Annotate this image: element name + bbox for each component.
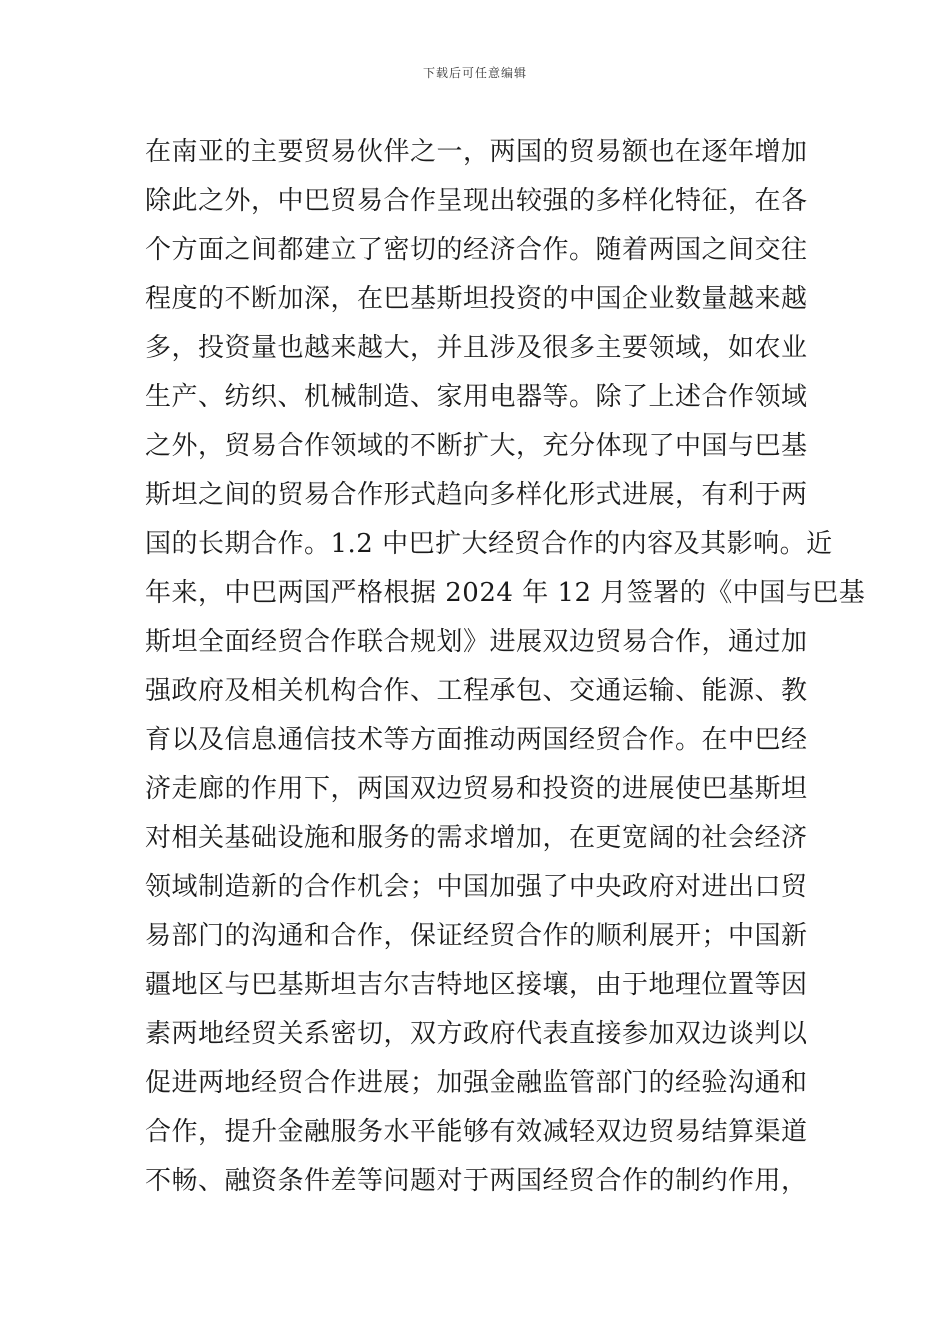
text-line: 斯坦之间的贸易合作形式趋向多样化形式进展，有利于两 [145,480,808,510]
text-line: 济走廊的作用下，两国双边贸易和投资的进展使巴基斯坦 [145,774,808,804]
text-line: 对相关基础设施和服务的需求增加，在更宽阔的社会经济 [145,823,808,853]
text-line: 疆地区与巴基斯坦吉尔吉特地区接壤，由于地理位置等因 [145,970,808,1000]
body-text [145,128,866,1206]
text-line: 育以及信息通信技术等方面推动两国经贸合作。在中巴经 [145,725,808,755]
text-line: 程度的不断加深，在巴基斯坦投资的中国企业数量越来越 [145,284,808,314]
text-line: 易部门的沟通和合作，保证经贸合作的顺利展开；中国新 [145,921,808,951]
text-line: 多，投资量也越来越大，并且涉及很多主要领域，如农业 [145,333,808,363]
text-line: 领域制造新的合作机会；中国加强了中央政府对进出口贸 [145,872,808,902]
text-line: 斯坦全面经贸合作联合规划》进展双边贸易合作，通过加 [145,627,808,657]
text-line: 除此之外，中巴贸易合作呈现出较强的多样化特征，在各 [145,186,808,216]
text-line: 生产、纺织、机械制造、家用电器等。除了上述合作领域 [145,382,808,412]
text-line: 合作，提升金融服务水平能够有效减轻双边贸易结算渠道 [145,1117,808,1147]
text-line: 年来，中巴两国严格根据 2024 年 12 月签署的《中国与巴基 [145,578,866,608]
text-line: 不畅、融资条件差等问题对于两国经贸合作的制约作用， [145,1166,808,1196]
text-line: 促进两地经贸合作进展；加强金融监管部门的经验沟通和 [145,1068,808,1098]
text-line: 个方面之间都建立了密切的经济合作。随着两国之间交往 [145,235,808,265]
text-line: 之外，贸易合作领域的不断扩大，充分体现了中国与巴基 [145,431,808,461]
page-header: 下载后可任意编辑 [422,66,527,80]
text-line: 国的长期合作。1.2 中巴扩大经贸合作的内容及其影响。近 [145,529,833,559]
text-line: 在南亚的主要贸易伙伴之一，两国的贸易额也在逐年增加 [145,137,808,167]
text-line: 强政府及相关机构合作、工程承包、交通运输、能源、教 [145,676,808,706]
text-line: 素两地经贸关系密切，双方政府代表直接参加双边谈判以 [145,1019,808,1049]
